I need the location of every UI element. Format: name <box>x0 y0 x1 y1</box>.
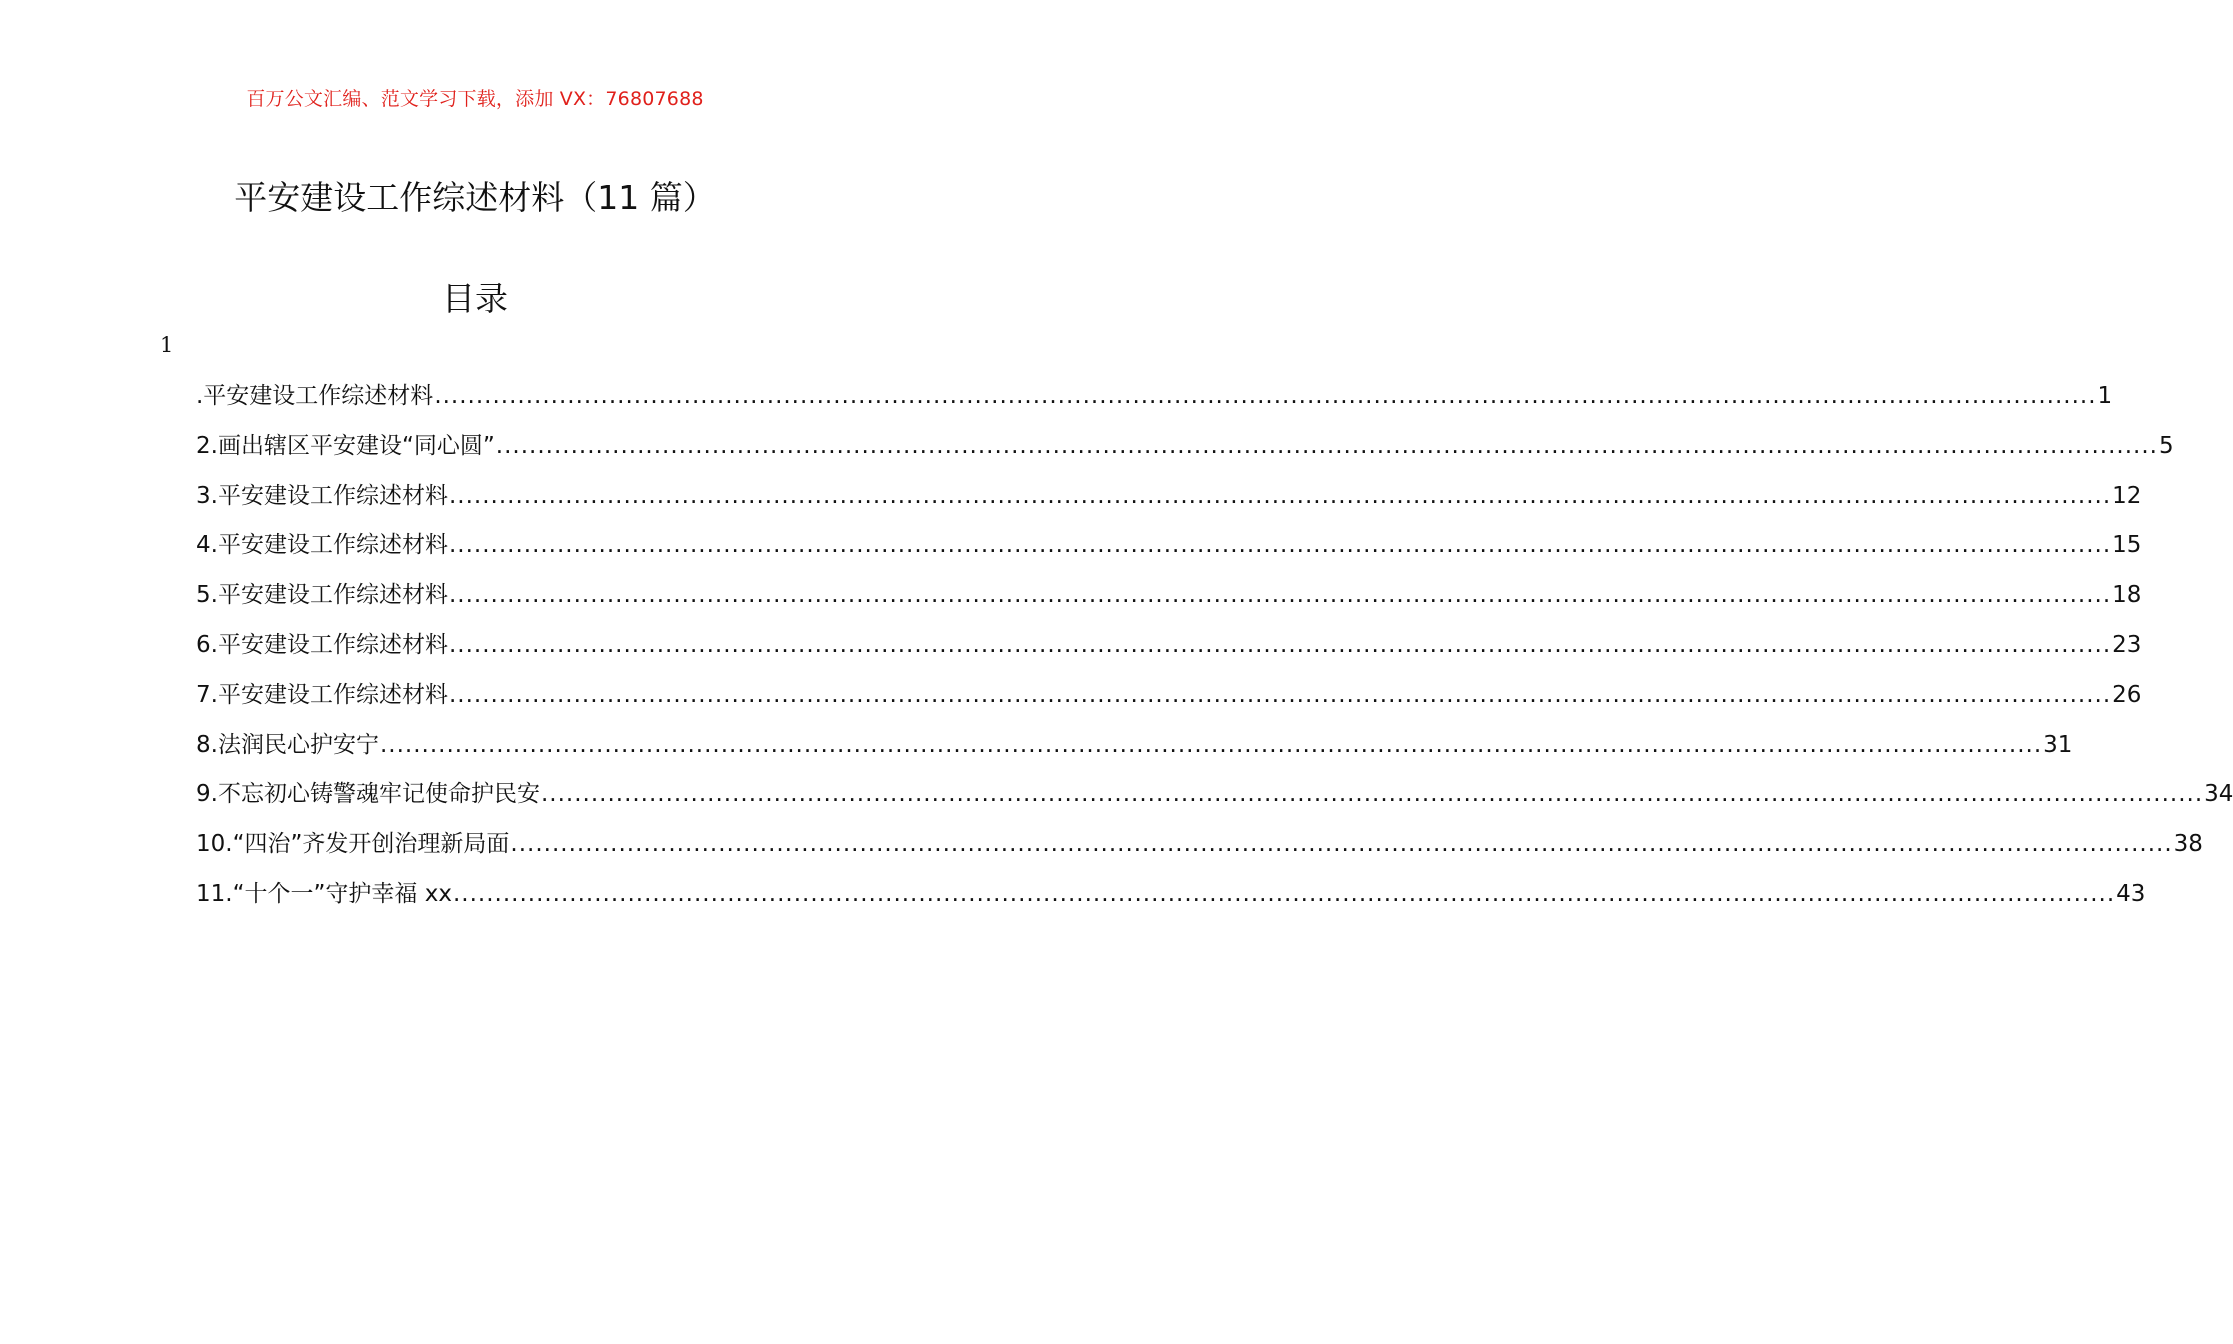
toc-item-label: 8.法润民心护安宁 <box>196 731 379 758</box>
toc-item-label: 7.平安建设工作综述材料 <box>196 681 448 708</box>
toc-item[interactable] <box>196 526 2142 576</box>
toc-item[interactable] <box>196 377 2113 427</box>
toc-item[interactable] <box>196 875 2146 925</box>
toc-item-leader: ........................................................................................................................................................................................................ <box>448 532 2112 559</box>
toc-item-page: 1 <box>2097 383 2113 409</box>
toc-item[interactable] <box>196 676 2142 726</box>
toc-item-leader: ........................................................................................................................................................................................................ <box>448 582 2112 609</box>
toc-item-label: 5.平安建设工作综述材料 <box>196 582 448 609</box>
toc-item[interactable] <box>196 726 2073 776</box>
toc-item-label: 10.“四治”齐发开创治理新局面 <box>196 831 510 858</box>
toc-item-page: 34 <box>2204 781 2233 808</box>
table-of-contents <box>196 377 2233 925</box>
toc-item[interactable] <box>196 775 2233 825</box>
toc-item-page: 18 <box>2112 582 2142 609</box>
toc-item-leader: ........................................................................................................................................................................................................ <box>495 432 2158 459</box>
toc-item-label: 4.平安建设工作综述材料 <box>196 532 448 559</box>
toc-item-leader: ........................................................................................................................................................................................................ <box>510 831 2173 858</box>
header-banner: 百万公文汇编、范文学习下载，添加 VX：76807688 <box>246 88 704 110</box>
toc-item-page: 38 <box>2173 831 2203 858</box>
toc-item-label: 6.平安建设工作综述材料 <box>196 631 448 658</box>
toc-item[interactable] <box>196 576 2142 626</box>
toc-item[interactable] <box>196 626 2142 676</box>
toc-item-leader: ........................................................................................................................................................................................................ <box>448 631 2112 658</box>
toc-item-page: 12 <box>2112 482 2142 509</box>
toc-item-leader: ........................................................................................................................................................................................................ <box>448 681 2112 708</box>
toc-item-label: 3.平安建设工作综述材料 <box>196 482 448 509</box>
toc-item-leader: ........................................................................................................................................................................................................ <box>452 880 2116 907</box>
toc-item-leader: ........................................................................................................................................................................................................ <box>448 482 2112 509</box>
toc-item-page: 23 <box>2112 631 2142 658</box>
document-title: 平安建设工作综述材料（11 篇） <box>234 178 716 217</box>
stray-number: 1 <box>160 333 174 357</box>
toc-item-page: 43 <box>2116 880 2146 907</box>
toc-item-page: 26 <box>2112 681 2142 708</box>
toc-item-page: 31 <box>2043 731 2073 758</box>
toc-item-page: 5 <box>2159 432 2174 459</box>
toc-item-label: 11.“十个一”守护幸福 xx <box>196 880 452 907</box>
toc-item-leader: ........................................................................................................................................................................................................ <box>434 383 2097 409</box>
toc-item[interactable] <box>196 477 2142 527</box>
toc-item[interactable] <box>196 825 2203 875</box>
toc-item-page: 15 <box>2112 532 2142 559</box>
toc-heading: 目录 <box>442 279 508 318</box>
toc-item-label: 2.画出辖区平安建设“同心圆” <box>196 432 495 459</box>
toc-item-leader: ........................................................................................................................................................................................................ <box>540 781 2204 808</box>
toc-item-label: .平安建设工作综述材料 <box>196 383 434 409</box>
toc-item[interactable] <box>196 427 2174 477</box>
toc-item-label: 9.不忘初心铸警魂牢记使命护民安 <box>196 781 540 808</box>
toc-item-leader: ........................................................................................................................................................................................................ <box>379 731 2043 758</box>
